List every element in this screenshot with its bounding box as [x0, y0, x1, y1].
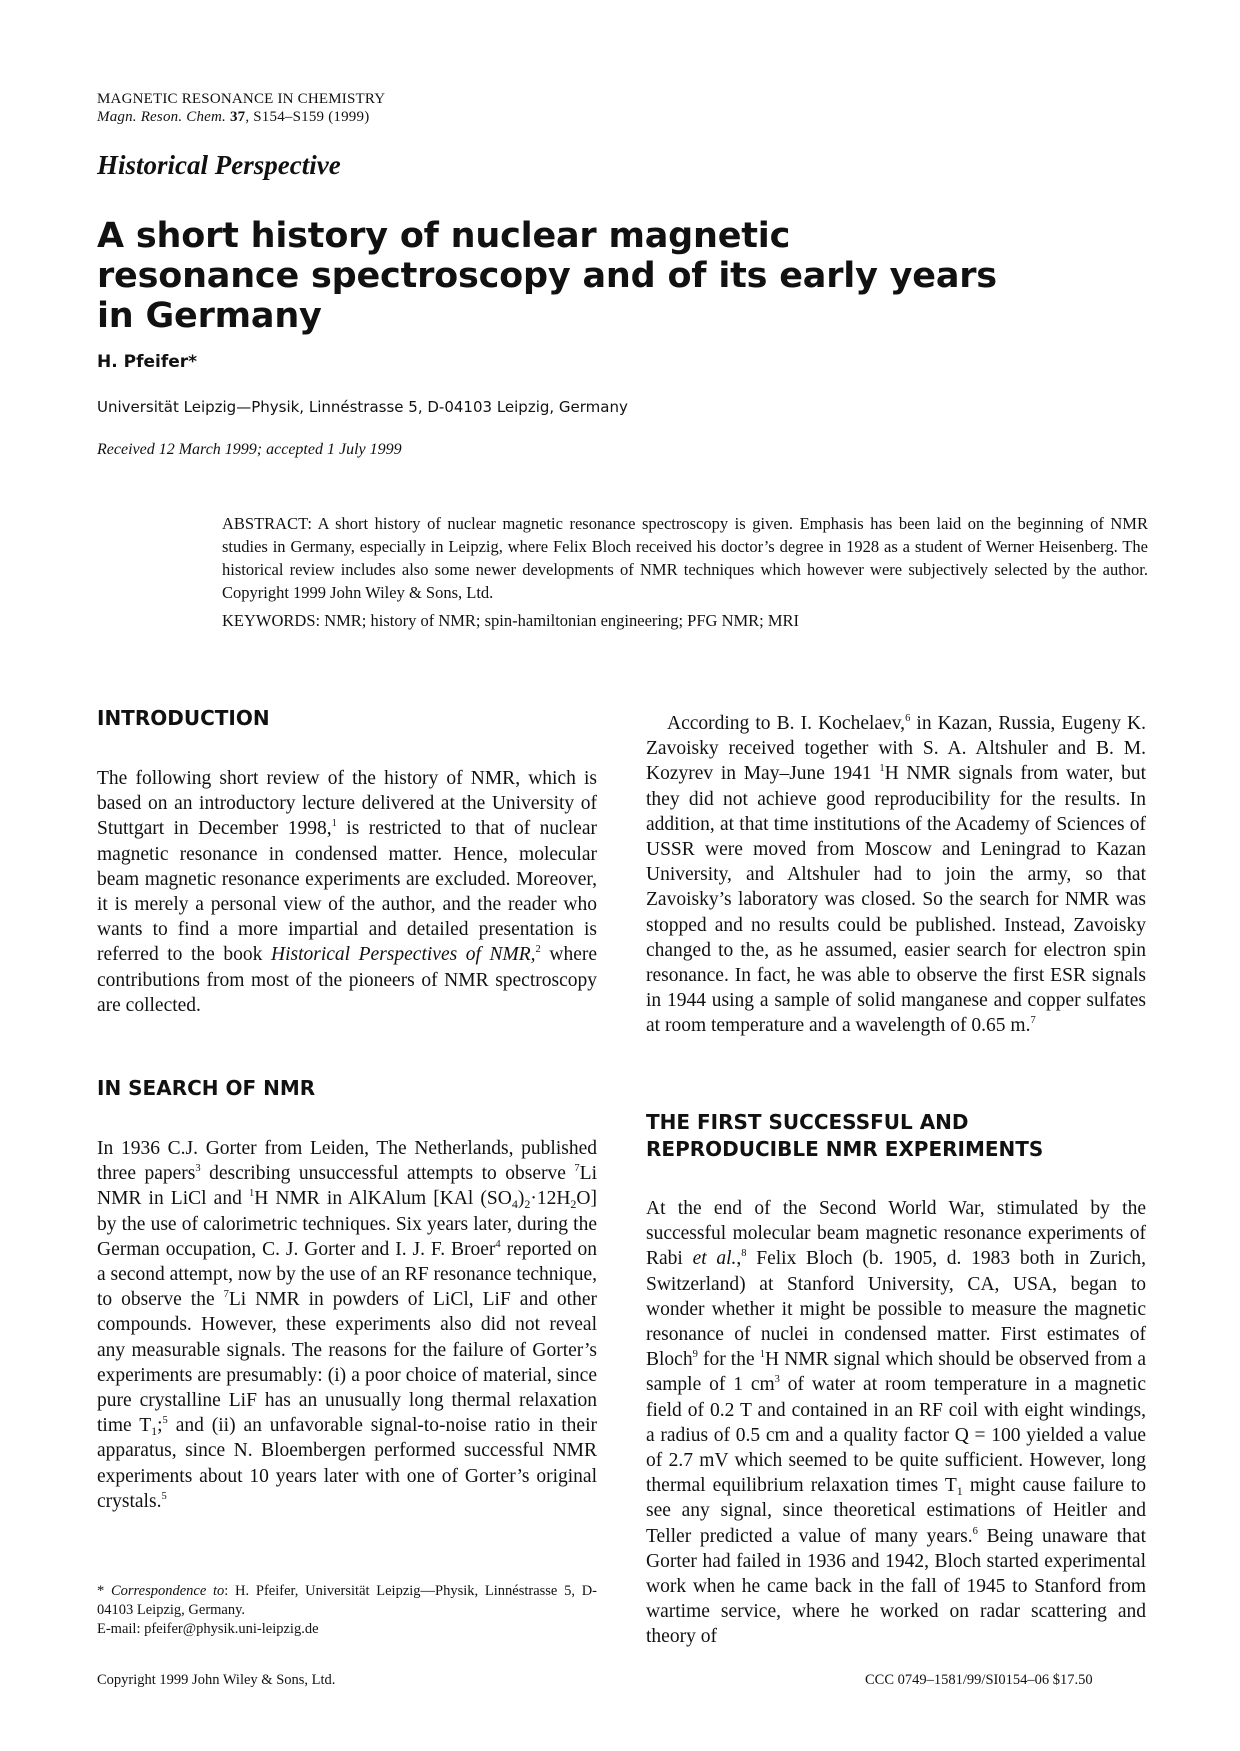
reference-marker: 5: [162, 1415, 168, 1427]
reference-marker: 4: [495, 1238, 501, 1250]
isotope-mass: 7: [223, 1289, 229, 1301]
reference-marker: 6: [905, 713, 911, 724]
isotope-mass: 1: [248, 1188, 255, 1200]
book-title: Historical Perspectives of NMR,: [270, 944, 536, 966]
reference-marker: 6: [972, 1525, 978, 1537]
subscript: 2: [524, 1197, 531, 1212]
reference-marker: 7: [1030, 1015, 1036, 1027]
reference-marker: 3: [195, 1163, 201, 1175]
journal-citation: [97, 108, 385, 126]
paragraph-in-search-of-nmr: In 1936 C.J. Gorter from Leiden, The Netherlands, published three papers$^3$ describing unsuccessful attempts to observe $^7$Li NMR in LiCl and $^1$H NMR in AlKAlum [KAl $(SO_4)_2\cdot 12H_2O$] by the use of calorimetric techniques. Six years later, during the German occupation, C. J. Gorter and I. J. F. Broer$^4$ reported on a second attempt, now by the use of an RF resonance technique, to observe the $^7$Li NMR in powders of LiCl, LiF and other compounds. However, these experiments also did not reveal any measurable signals. The reasons for the failure of Gorter’s experiments are presumably: (i) a poor choice of material, since pure crystalline LiF has an unusually long thermal relaxation time $T_1;^5$ and (ii) an unfavorable signal-to-noise ratio in their apparatus, since N. Bloembergen performed successful NMR experiments about 10 years later with one of Gorter’s original crystals.$^5$: [97, 1138, 598, 1512]
footer-copyright: Copyright 1999 John Wiley & Sons, Ltd.: [97, 1672, 336, 1688]
journal-name: MAGNETIC RESONANCE IN CHEMISTRY: [97, 91, 386, 107]
article-title: A short history of nuclear magnetic resonance spectroscopy and of its early years in Germany: [97, 216, 997, 336]
isotope-mass: 1: [879, 763, 885, 775]
paragraph-kazan: According to B. I. Kochelaev,$^6$ in Kazan, Russia, Eugeny K. Zavoisky received together with S. A. Altshuler and B. M. Kozyrev in May–June 1941 $^1$H NMR signals from water, but they did not achieve good reproducibility for the results. In addition, at that time institutions of the Academy of Sciences of USSR were moved from Moscow and Leningrad to Kazan University, and Altshuler had to join the army, so that Zavoisky’s laboratory was closed. So the search for NMR was stopped and no results could be published. Instead, Zavoisky changed to the, as he assumed, easier search for electron spin resonance. In fact, he was able to observe the first ESR signals in 1944 using a sample of solid manganese and copper sulfates at room temperature and a wavelength of 0.65 m.$^7$: [646, 713, 1147, 1037]
section-label: Historical Perspective: [97, 150, 341, 180]
author-affiliation: Universität Leipzig—Physik, Linnéstrasse 5, D-04103 Leipzig, Germany: [97, 398, 628, 416]
correspondence-email: E-mail: pfeifer@physik.uni-leipzig.de: [97, 1621, 319, 1637]
reference-marker: 2: [535, 944, 541, 956]
heading-in-search-of-nmr: IN SEARCH OF NMR: [97, 1076, 316, 1100]
subscript: 1: [151, 1424, 158, 1439]
citation-volume: 37: [229, 109, 246, 125]
heading-first-successful-nmr: THE FIRST SUCCESSFUL AND REPRODUCIBLE NMR EXPERIMENTS: [646, 1110, 1044, 1161]
abstract: ABSTRACT: A short history of nuclear magnetic resonance spectroscopy is given. Emphasis has been laid on the beginning of NMR studies in Germany, especially in Leipzig, where Felix Bloch received his doctor’s degree in 1928 as a student of Werner Heisenberg. The historical review includes also some newer developments of NMR techniques which however were subjectively selected by the author. Copyright 1999 John Wiley & Sons, Ltd.: [222, 514, 1148, 602]
received-dates: Received 12 March 1999; accepted 1 July 1999: [97, 441, 402, 458]
correspondence-footnote: * Correspondence to: H. Pfeifer, Universität Leipzig—Physik, Linnéstrasse 5, D-04103 Leipzig, Germany. E-mail: pfeifer@physik.uni-leipzig.de: [97, 1583, 597, 1637]
reference-marker: 9: [692, 1349, 698, 1361]
heading-introduction: INTRODUCTION: [97, 706, 270, 730]
superscript: 3: [774, 1374, 780, 1386]
keywords: KEYWORDS: NMR; history of NMR; spin-hamiltonian engineering; PFG NMR; MRI: [222, 611, 800, 630]
paragraph-first-successful-nmr: At the end of the Second World War, stimulated by the successful molecular beam magnetic resonance experiments of Rabi et al.,$^8$ Felix Bloch (b. 1905, d. 1983 both in Zurich, Switzerland) at Stanford University, CA, USA, began to wonder whether it might be possible to measure the magnetic resonance of nuclei in condensed matter. First estimates of Bloch$^9$ for the $^1$H NMR signal which should be observed from a sample of 1 $cm^3$ of water at room temperature in a magnetic field of 0.2 T and contained in an RF coil with eight windings, a radius of 0.5 cm and a quality factor Q = 100 yielded a value of 2.7 mV which seemed to be quite sufficient. However, long thermal equilibrium relaxation times $T_1$ might cause failure to see any signal, since theoretical estimations of Heitler and Teller predicted a value of many years.$^6$ Being unaware that Gorter had failed in 1936 and 1942, Bloch started experimental work when he came back in the fall of 1945 to Stanford from wartime service, where he worked on radar scattering and theory of: [646, 1198, 1147, 1648]
journal-header: [97, 90, 385, 126]
footer-ccc-code: CCC 0749–1581/99/SI0154–06 $17.50: [865, 1672, 1093, 1688]
isotope-mass: 1: [759, 1349, 765, 1361]
subscript: 4: [511, 1197, 518, 1212]
author-name: H. Pfeifer*: [97, 352, 198, 372]
subscript: 1: [956, 1484, 963, 1499]
reference-marker: 5: [161, 1490, 167, 1502]
citation-pages: , S154–S159 (1999): [245, 109, 370, 125]
reference-marker: 8: [741, 1248, 747, 1260]
citation-abbr: Magn. Reson. Chem.: [97, 109, 226, 125]
reference-marker: 1: [331, 818, 337, 830]
paragraph-introduction: The following short review of the history of NMR, which is based on an introductory lecture delivered at the University of Stuttgart in December 1998,$^1$ is restricted to that of nuclear magnetic resonance in condensed matter. Hence, molecular beam magnetic resonance experiments are excluded. Moreover, it is merely a personal view of the author, and the reader who wants to find a more impartial and detailed presentation is referred to the book Historical Perspectives of NMR,$^2$ where contributions from most of the pioneers of NMR spectroscopy are collected.: [97, 768, 598, 1016]
subscript: 2: [570, 1197, 577, 1212]
isotope-mass: 7: [574, 1163, 580, 1175]
